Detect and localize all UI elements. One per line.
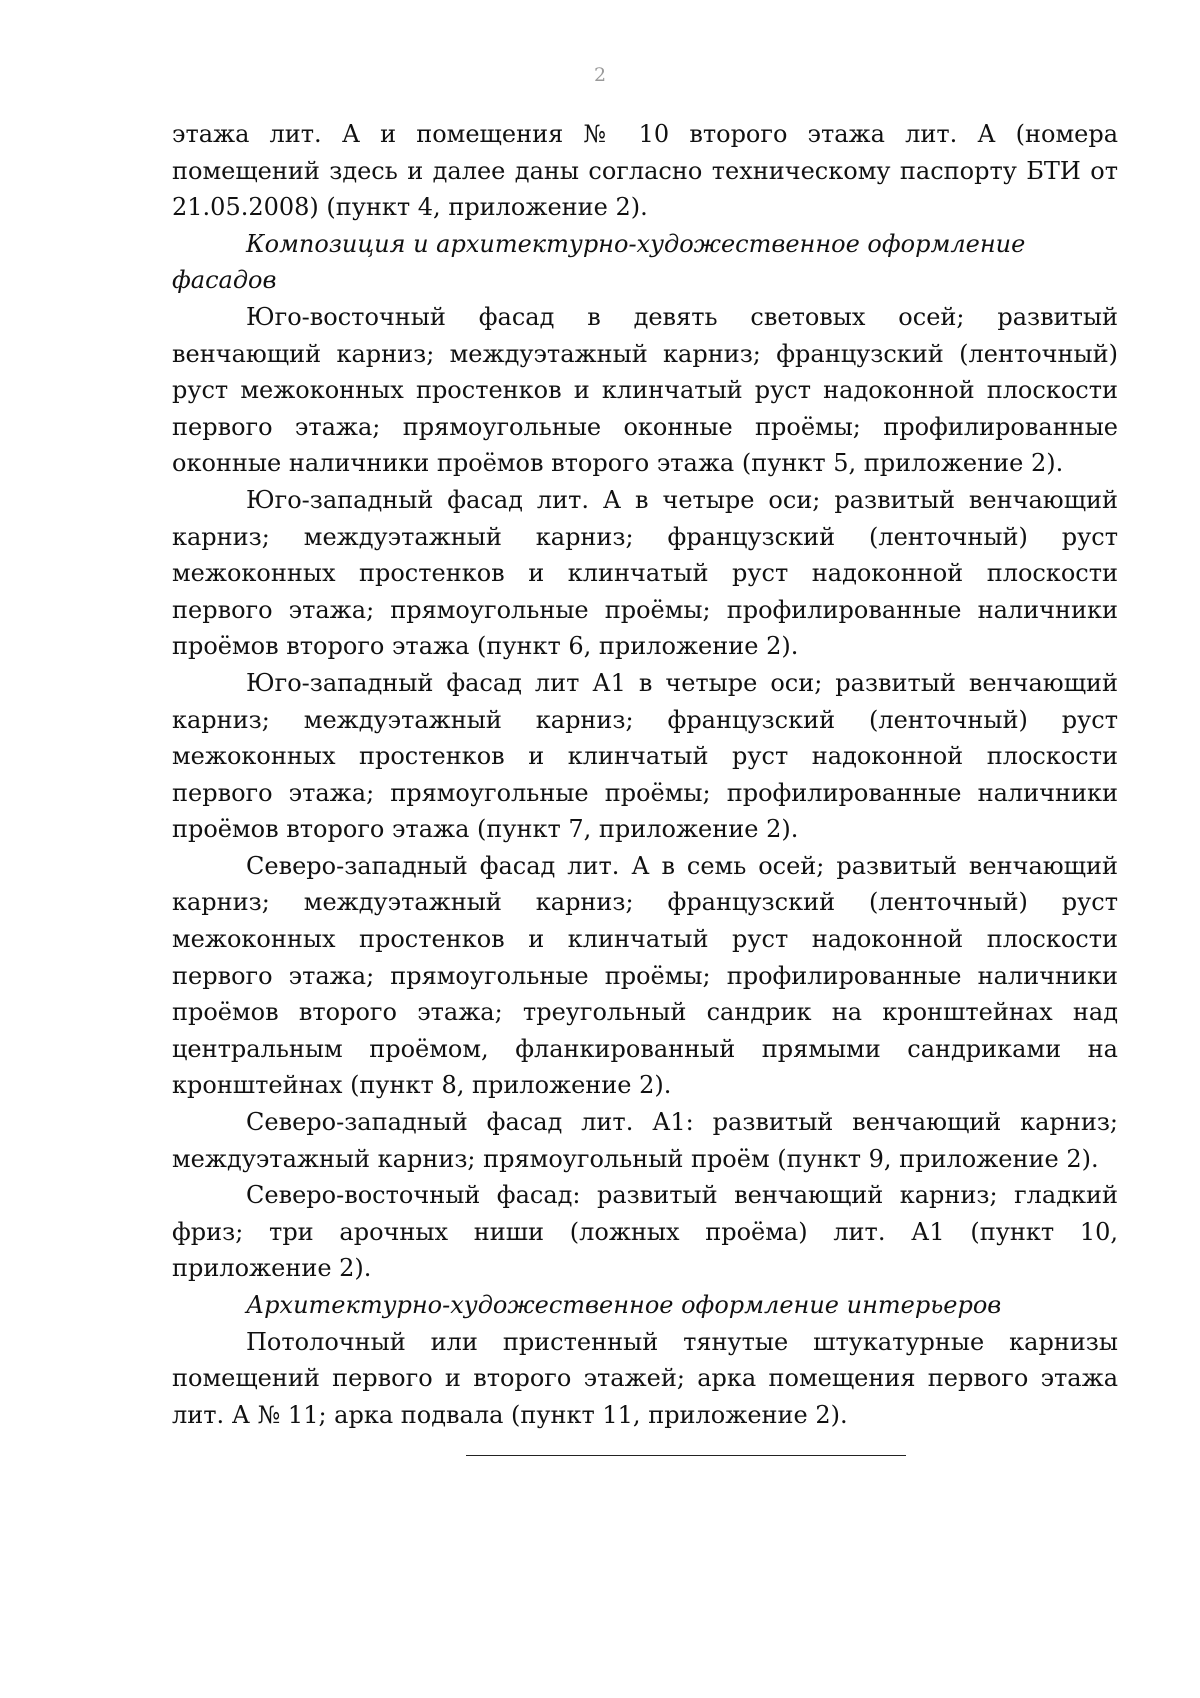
paragraph-interiors: Потолочный или пристенный тянутые штукатурные карнизы помещений первого и второго этажей; арка помещения первого этажа лит. А № 11; арка подвала (пункт 11, приложение 2). xyxy=(172,1327,1118,1429)
paragraph-northwest-facade-a1: Северо-западный фасад лит. А1: развитый венчающий карниз; междуэтажный карниз; прямоугольный проём (пункт 9, приложение 2). xyxy=(172,1108,1118,1173)
paragraph-northwest-facade-a: Северо-западный фасад лит. А в семь осей; развитый венчающий карниз; междуэтажный карниз; французский (ленточный) руст межоконных простенков и клинчатый руст надоконной плоскости первого этажа; прямоугольные проёмы; профилированные наличники проёмов второго этажа; треугольный сандрик на кронштейнах над центральным проёмом, фланкированный прямыми сандриками на кронштейнах (пункт 8, приложение 2). xyxy=(172,851,1118,1100)
paragraph-continuation: этажа лит. А и помещения № 10 второго этажа лит. А (номера помещений здесь и далее даны согласно техническому паспорту БТИ от 21.05.2008) (пункт 4, приложение 2). xyxy=(172,120,1118,222)
paragraph-southwest-facade-a1: Юго-западный фасад лит А1 в четыре оси; развитый венчающий карниз; междуэтажный карниз; французский (ленточный) руст межоконных простенков и клинчатый руст надоконной плоскости первого этажа; прямоугольные проёмы; профилированные наличники проёмов второго этажа (пункт 7, приложение 2). xyxy=(172,668,1118,844)
document-body xyxy=(172,116,1118,1456)
paragraph-southeast-facade: Юго-восточный фасад в девять световых осей; развитый венчающий карниз; междуэтажный карниз; французский (ленточный) руст межоконных простенков и клинчатый руст надоконной плоскости первого этажа; прямоугольные оконные проёмы; профилированные оконные наличники проёмов второго этажа (пункт 5, приложение 2). xyxy=(172,302,1118,478)
section-heading-facades: Композиция и архитектурно-художественное оформление фасадов xyxy=(172,229,1026,295)
paragraph-northeast-facade: Северо-восточный фасад: развитый венчающий карниз; гладкий фриз; три арочных ниши (ложных проёма) лит. А1 (пункт 10, приложение 2). xyxy=(172,1181,1118,1283)
page-number: 2 xyxy=(593,64,607,86)
section-heading-interiors: Архитектурно-художественное оформление интерьеров xyxy=(246,1291,1002,1319)
end-of-document-rule xyxy=(466,1455,906,1456)
paragraph-southwest-facade-a: Юго-западный фасад лит. А в четыре оси; развитый венчающий карниз; междуэтажный карниз; французский (ленточный) руст межоконных простенков и клинчатый руст надоконной плоскости первого этажа; прямоугольные проёмы; профилированные наличники проёмов второго этажа (пункт 6, приложение 2). xyxy=(172,485,1118,661)
